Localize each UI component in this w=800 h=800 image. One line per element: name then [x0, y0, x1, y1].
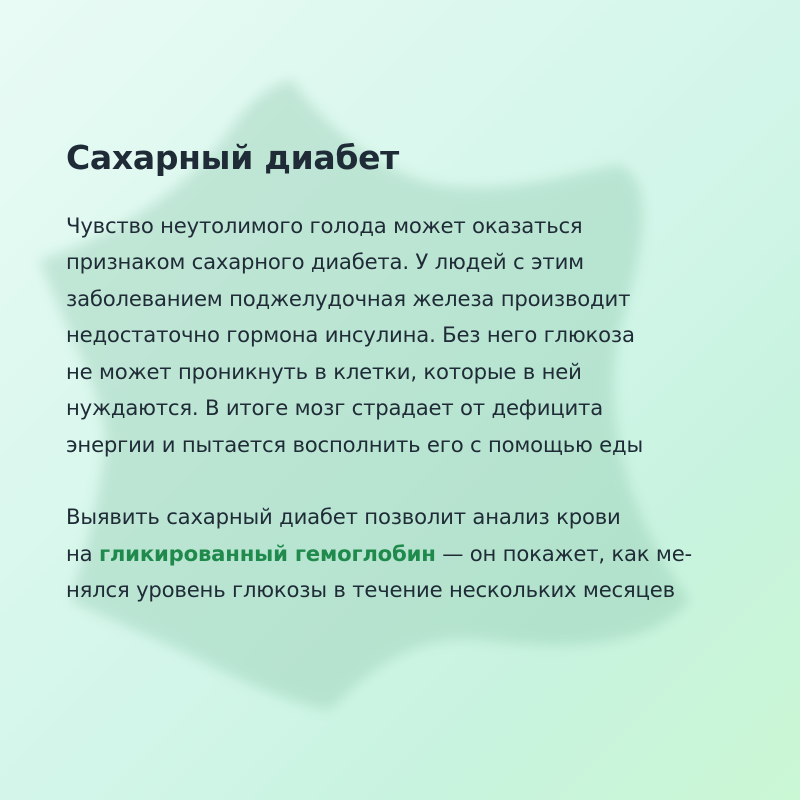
content-card: [66, 138, 756, 609]
text-line: нялся уровень глюкозы в течение нескольких месяцев: [66, 577, 675, 603]
highlight-term: гликированный гемоглобин: [98, 540, 436, 566]
text-line: нуждаются. В итоге мозг страдает от дефицита: [66, 395, 603, 421]
text-line: заболеванием поджелудочная железа производит: [66, 285, 631, 311]
text-fragment: на: [66, 540, 99, 566]
paragraph-hunger-diabetes: [66, 208, 756, 464]
paragraph-blood-test: [66, 499, 756, 609]
text-line: признаком сахарного диабета. У людей с этим: [66, 249, 584, 275]
text-line: энергии и пытается восполнить его с помощью еды: [66, 431, 643, 457]
text-line: не может проникнуть в клетки, которые в ней: [66, 358, 582, 384]
text-line: недостаточно гормона инсулина. Без него глюкоза: [66, 322, 635, 348]
text-fragment: — он покажет, как ме-: [435, 540, 692, 566]
page-title: Сахарный диабет: [66, 138, 400, 177]
text-line: Чувство неутолимого голода может оказаться: [66, 212, 583, 238]
text-line: Выявить сахарный диабет позволит анализ крови: [66, 504, 621, 530]
text-line-with-highlight: [66, 536, 756, 573]
